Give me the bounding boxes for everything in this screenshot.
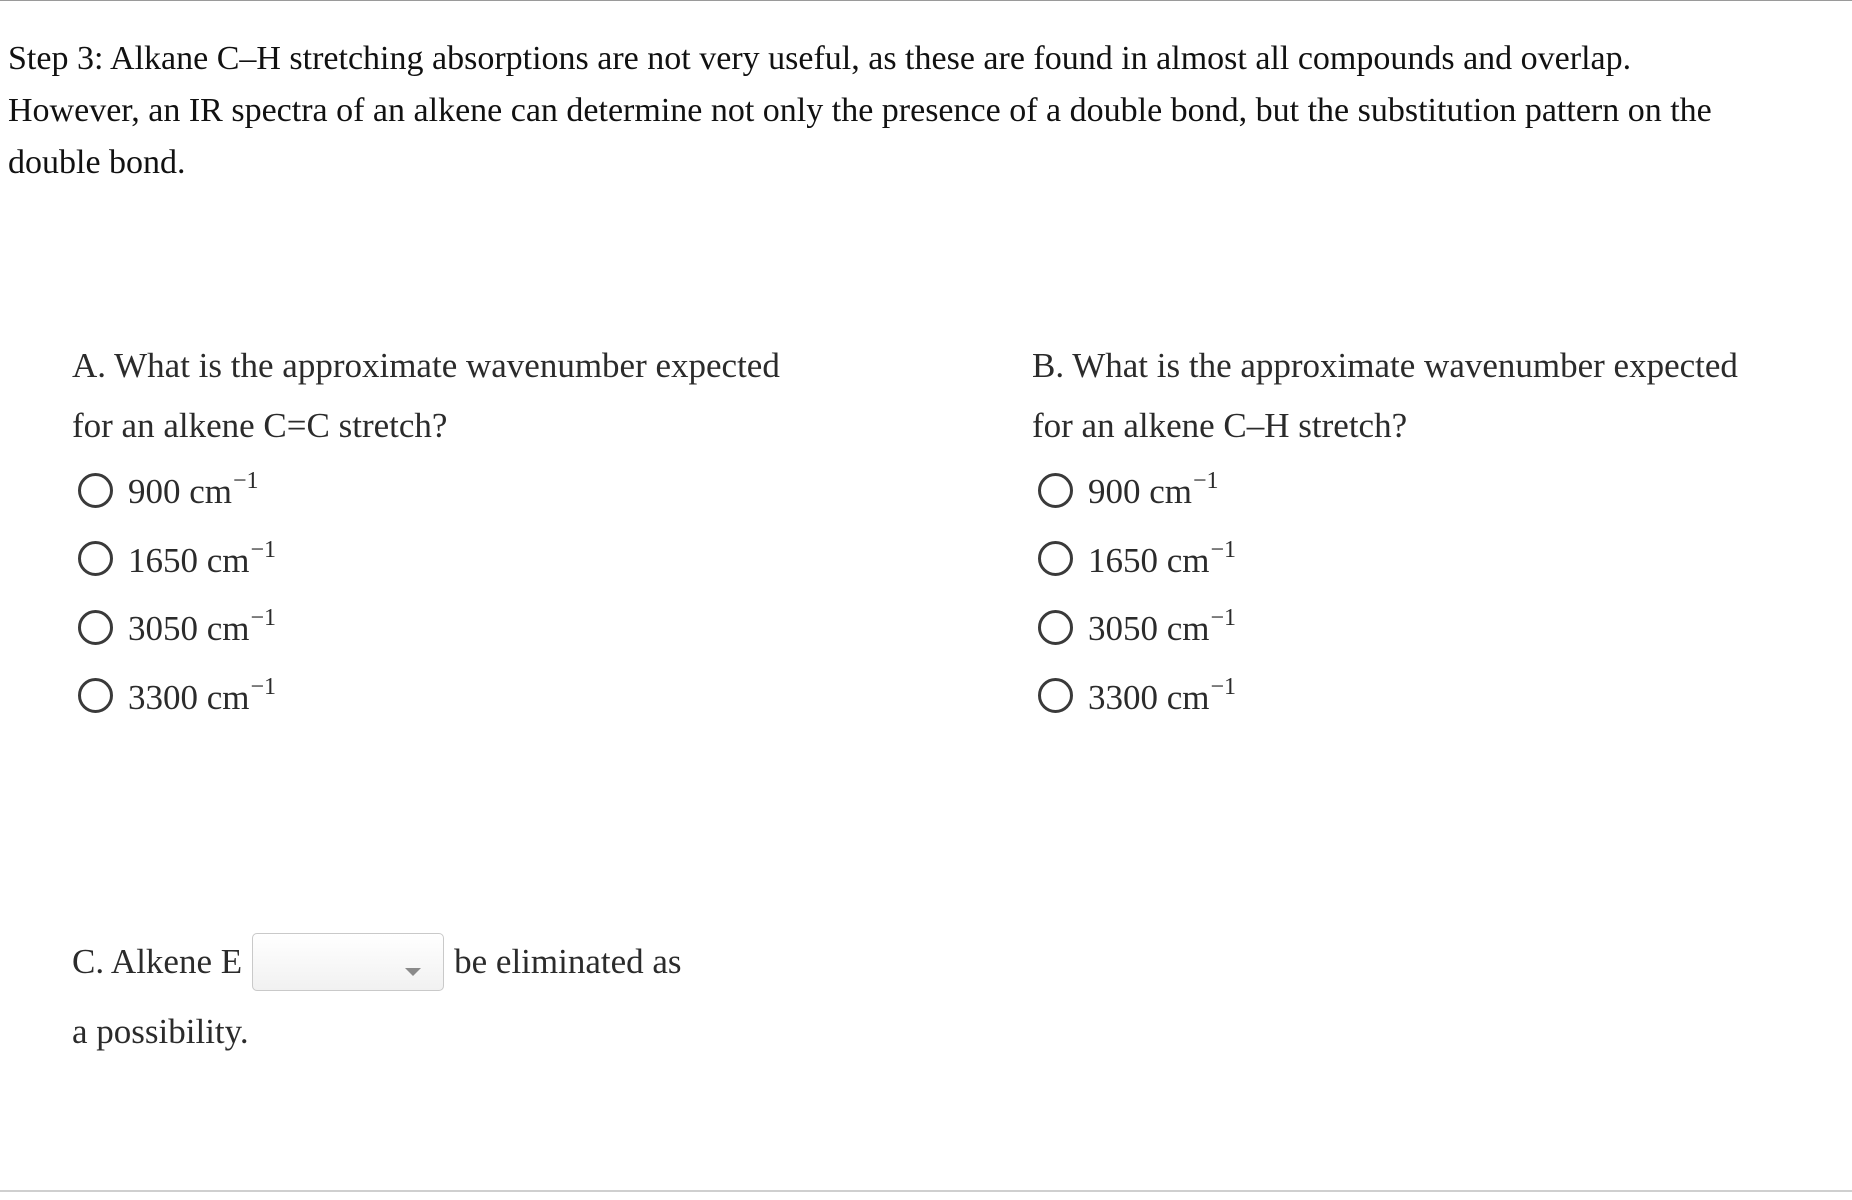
question-a-prompt-line-2: for an alkene C=C stretch? xyxy=(72,406,448,445)
radio-button[interactable] xyxy=(78,610,113,645)
chevron-down-icon xyxy=(405,968,421,976)
radio-button[interactable] xyxy=(1038,541,1073,576)
question-c-line-2: a possibility. xyxy=(72,1012,249,1051)
question-b xyxy=(1032,336,1852,730)
question-b-option-900[interactable] xyxy=(1032,456,1852,525)
question-b-prompt-line-2: for an alkene C–H stretch? xyxy=(1032,406,1408,445)
option-label: 900 $cm^{-1}$ xyxy=(128,468,259,512)
radio-button[interactable] xyxy=(78,473,113,508)
intro-line-1: Step 3: Alkane C–H stretching absorptions are not very useful, as these are found in almost all compounds and overlap. xyxy=(8,40,1632,77)
option-label: 900 $cm^{-1}$ xyxy=(1088,468,1219,512)
question-b-option-1650[interactable] xyxy=(1032,525,1852,594)
question-a-option-900[interactable] xyxy=(72,456,892,525)
radio-button[interactable] xyxy=(1038,678,1073,713)
question-a-options xyxy=(72,456,892,730)
option-label: 3300 $cm^{-1}$ xyxy=(128,673,277,717)
radio-button[interactable] xyxy=(1038,473,1073,508)
step-3-intro xyxy=(8,33,1838,189)
question-a-option-3050[interactable] xyxy=(72,593,892,662)
question-b-options xyxy=(1032,456,1852,730)
intro-line-3: double bond. xyxy=(8,144,186,181)
question-a-prompt-line-1: A. What is the approximate wavenumber expected xyxy=(72,346,780,385)
option-label: 3300 $cm^{-1}$ xyxy=(1088,673,1237,717)
option-label: 3050 $cm^{-1}$ xyxy=(128,605,277,649)
question-a-option-3300[interactable] xyxy=(72,662,892,731)
question-a-option-1650[interactable] xyxy=(72,525,892,594)
question-c-line-1 xyxy=(72,932,682,992)
radio-button[interactable] xyxy=(78,541,113,576)
question-b-option-3300[interactable] xyxy=(1032,662,1852,731)
intro-line-2: However, an IR spectra of an alkene can determine not only the presence of a double bond, but the substitution pattern on the xyxy=(8,92,1712,129)
top-divider xyxy=(0,0,1852,1)
radio-button[interactable] xyxy=(1038,610,1073,645)
question-c-text-before: C. Alkene E xyxy=(72,942,243,981)
question-a xyxy=(72,336,892,730)
question-c-text-after: be eliminated as xyxy=(454,942,682,981)
question-a-prompt xyxy=(72,336,892,456)
question-b-option-3050[interactable] xyxy=(1032,593,1852,662)
option-label: 1650 $cm^{-1}$ xyxy=(128,536,277,580)
bottom-divider xyxy=(0,1190,1852,1192)
question-b-prompt-line-1: B. What is the approximate wavenumber expected xyxy=(1032,346,1738,385)
option-label: 3050 $cm^{-1}$ xyxy=(1088,605,1237,649)
option-label: 1650 $cm^{-1}$ xyxy=(1088,536,1237,580)
can-cannot-dropdown[interactable] xyxy=(252,933,444,991)
question-b-prompt xyxy=(1032,336,1852,456)
question-c xyxy=(72,932,682,1054)
radio-button[interactable] xyxy=(78,678,113,713)
